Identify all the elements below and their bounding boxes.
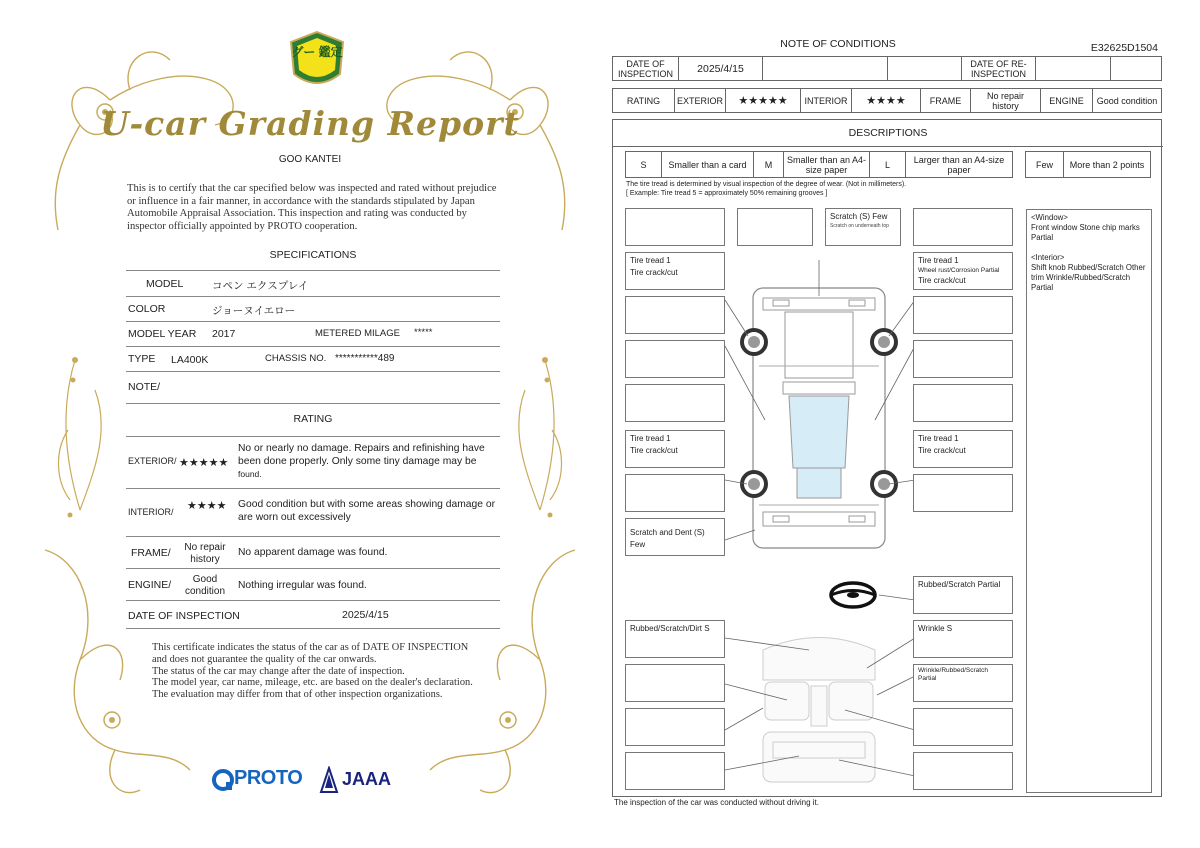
condition-box (625, 752, 725, 790)
box-line: Tire crack/cut (918, 446, 966, 455)
engine-description: Nothing irregular was found. (238, 580, 367, 591)
chassis-value: ***********489 (335, 353, 395, 364)
interior-label: INTERIOR/ (128, 507, 174, 517)
interior-description: Good condition but with some areas showing damage or are worn out excessively (238, 499, 495, 523)
condition-box-interior-right (913, 620, 1013, 658)
box-line: Tire crack/cut (918, 276, 966, 285)
legend-few-desc: More than 2 points (1064, 152, 1151, 178)
jaaa-logo-text: JAAA (342, 769, 392, 789)
exterior-stars: ★★★★★ (179, 457, 229, 469)
divider (126, 628, 500, 629)
condition-box-front-left-tire (625, 252, 725, 290)
rating-label-cell: RATING (613, 89, 675, 113)
divider (126, 371, 500, 372)
car-top-view (742, 288, 896, 548)
exterior-stars-cell: ★★★★★ (726, 89, 801, 113)
window-notes-heading: <Window> (1031, 213, 1068, 222)
box-line: Wrinkle S (918, 624, 953, 633)
chassis-label: CHASSIS NO. (265, 353, 327, 364)
condition-box (913, 384, 1013, 422)
exterior-description-text: No or nearly no damage. Repairs and refinishing have been done properly. Only some tiny damage may be (238, 443, 485, 467)
condition-box (625, 296, 725, 334)
date-value-cell: 2025/4/15 (679, 57, 763, 81)
divider (126, 436, 500, 437)
empty-cell (888, 57, 962, 81)
box-line: Tire crack/cut (630, 446, 678, 455)
gold-ornament-frame (40, 30, 580, 820)
type-value: LA400K (171, 354, 209, 366)
grading-report-certificate (40, 30, 580, 820)
descriptions-section (612, 119, 1162, 797)
color-label: COLOR (128, 303, 166, 315)
engine-value-cell: Good condition (1093, 89, 1162, 113)
window-notes-text: Front window Stone chip marks Partial (1031, 223, 1140, 242)
shield-badge-icon (288, 30, 346, 94)
divider (126, 321, 500, 322)
interior-stars: ★★★★ (187, 500, 227, 512)
report-subtitle: GOO KANTEI (278, 154, 342, 165)
badge-text: グー 鑑定 (291, 45, 343, 59)
legend-l: L (870, 152, 906, 178)
spacer (1031, 243, 1147, 253)
divider (126, 296, 500, 297)
disclaimer-line: The evaluation may differ from that of other inspection organizations. (152, 689, 443, 701)
frame-label-cell: FRAME (921, 89, 971, 113)
tread-example: [ Example: Tire tread 5 = approximately 50% remaining grooves ] (626, 190, 828, 197)
condition-box (913, 296, 1013, 334)
interior-notes-heading: <Interior> (1031, 253, 1065, 262)
empty-cell (1036, 57, 1111, 81)
interior-notes-text: Shift knob Rubbed/Scratch Other trim Wrinkle/Rubbed/Scratch Partial (1031, 263, 1146, 292)
box-line: Tire tread 1 (630, 434, 671, 443)
condition-box (625, 384, 725, 422)
condition-box (625, 708, 725, 746)
model-year-label: MODEL YEAR (128, 328, 197, 340)
tread-note: The tire tread is determined by visual inspection of the degree of wear. (Not in millimeters). (626, 181, 907, 188)
model-value: コペン エクスプレイ (212, 280, 309, 292)
conditions-title: NOTE OF CONDITIONS (780, 38, 896, 50)
descriptions-heading: DESCRIPTIONS (613, 127, 1163, 147)
box-line: Tire tread 1 (918, 434, 959, 443)
certification-statement: This is to certify that the car specified below was inspected and rated without prejudice or influence in a fair manner, in accordance with the standards stipulated by Japan Automobile Appraisal Association. This inspection and rating was conducted by inspector officially appointed by PROTO cooperation. (127, 183, 497, 232)
divider (126, 568, 500, 569)
date-label-cell: DATE OF INSPECTION (613, 57, 679, 81)
frame-value: No repair history (184, 542, 226, 565)
proto-logo-icon (212, 768, 234, 792)
footer-note: The inspection of the car was conducted without driving it. (614, 798, 819, 807)
engine-label-cell: ENGINE (1041, 89, 1093, 113)
exterior-label: EXTERIOR/ (128, 456, 177, 466)
goo-kantei-badge (288, 30, 346, 94)
condition-box-steering (913, 576, 1013, 614)
condition-box-rear-left-tire (625, 430, 725, 468)
engine-value: Good condition (184, 574, 226, 597)
disclaimer-line: The status of the car may change after the date of inspection. (152, 665, 405, 677)
condition-box (625, 474, 725, 512)
steering-wheel-icon (831, 583, 875, 607)
exterior-label-cell: EXTERIOR (675, 89, 726, 113)
rating-table (612, 88, 1162, 113)
box-line: Tire tread 1 (630, 256, 671, 265)
condition-box-interior-left (625, 620, 725, 658)
legend-m: M (754, 152, 784, 178)
box-line: Wheel rust/Corrosion Partial (918, 267, 1000, 274)
proto-logo-text: PROTO (234, 767, 303, 789)
damage-count-legend (1025, 151, 1151, 178)
box-line: Rubbed/Scratch Partial (918, 580, 1001, 589)
divider (126, 600, 500, 601)
condition-box (625, 664, 725, 702)
exterior-description-tail: found. (238, 469, 262, 479)
condition-box (913, 708, 1013, 746)
note-label: NOTE/ (128, 381, 161, 393)
divider (126, 403, 500, 404)
condition-box (625, 340, 725, 378)
specifications-heading: SPECIFICATIONS (269, 249, 357, 261)
divider (126, 270, 500, 271)
condition-box-rear-left (625, 518, 725, 556)
mileage-label: METERED MILAGE (315, 328, 400, 339)
report-id: E32625D1504 (1090, 42, 1158, 54)
box-line: Scratch and Dent (S) Few (630, 528, 705, 549)
divider (126, 536, 500, 537)
box-line: Tire tread 1 (918, 256, 959, 265)
date-of-inspection-value: 2025/4/15 (342, 609, 389, 621)
inspection-date-table (612, 56, 1162, 81)
closing-disclaimer (152, 642, 482, 701)
engine-label: ENGINE/ (128, 579, 172, 591)
mileage-value: ***** (414, 327, 433, 338)
condition-box (913, 208, 1013, 246)
report-title: U-car Grading Report (100, 104, 520, 143)
condition-box (625, 208, 725, 246)
empty-cell (1111, 57, 1162, 81)
condition-box (737, 208, 813, 246)
condition-box-front-right-tire (913, 252, 1013, 290)
jaaa-logo-icon (319, 766, 339, 794)
disclaimer-line: The model year, car name, mileage, etc. are based on the dealer's declaration. (152, 677, 473, 689)
frame-label: FRAME/ (131, 547, 171, 559)
note-of-conditions (610, 30, 1166, 815)
frame-value-cell: No repair history (971, 89, 1041, 113)
interior-label-cell: INTERIOR (801, 89, 852, 113)
box-line: Scratch on underneath top (830, 223, 889, 229)
date-of-inspection-label: DATE OF INSPECTION (128, 610, 240, 622)
condition-box-interior-right-2 (913, 664, 1013, 702)
condition-box (913, 474, 1013, 512)
reinspection-label-cell: DATE OF RE-INSPECTION (962, 57, 1036, 81)
box-line: Tire crack/cut (630, 268, 678, 277)
model-label: MODEL (146, 278, 184, 290)
box-line: Rubbed/Scratch/Dirt S (630, 624, 710, 633)
type-label: TYPE (128, 353, 156, 365)
divider (126, 346, 500, 347)
condition-box (913, 340, 1013, 378)
sponsor-logos (212, 766, 402, 796)
legend-l-desc: Larger than an A4-size paper (906, 152, 1013, 178)
empty-cell (763, 57, 888, 81)
exterior-description (238, 443, 494, 482)
box-line: Scratch (S) Few (830, 212, 888, 221)
condition-box (913, 752, 1013, 790)
color-value: ジョーヌイエロー (212, 305, 296, 317)
divider (126, 488, 500, 489)
condition-box-rear-right-tire (913, 430, 1013, 468)
frame-description: No apparent damage was found. (238, 547, 388, 558)
disclaimer-line: This certificate indicates the status of the car as of DATE OF INSPECTION and does not guarantee the quality of the car onwards. (152, 642, 469, 665)
condition-box-top-center (825, 208, 901, 246)
box-line: Wrinkle/Rubbed/Scratch Partial (918, 667, 988, 682)
legend-s: S (626, 152, 662, 178)
rating-heading: RATING (293, 413, 333, 425)
car-interior-view (763, 638, 875, 783)
side-notes-panel (1026, 209, 1152, 793)
model-year-value: 2017 (212, 328, 236, 340)
legend-s-desc: Smaller than a card (662, 152, 754, 178)
interior-stars-cell: ★★★★ (852, 89, 921, 113)
legend-m-desc: Smaller than an A4-size paper (784, 152, 870, 178)
legend-few: Few (1026, 152, 1064, 178)
